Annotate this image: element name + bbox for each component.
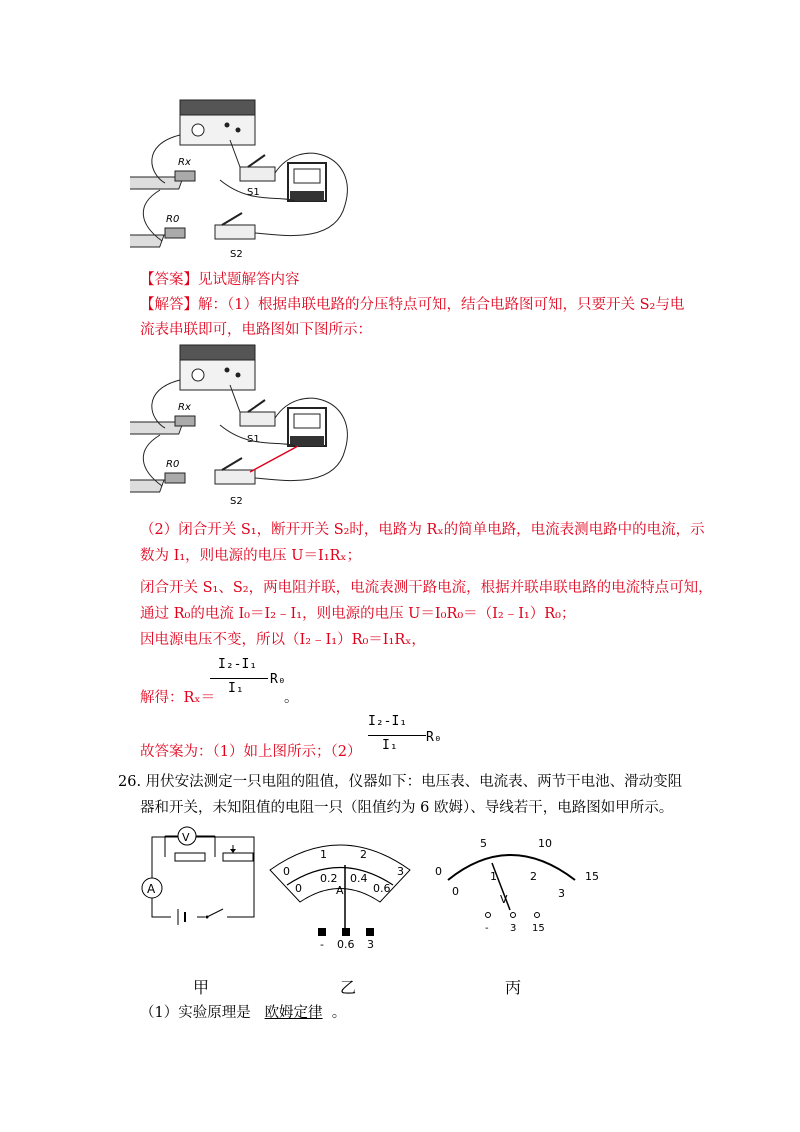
sub1-answer: 欧姆定律	[264, 1005, 323, 1021]
voltmeter-terminal: 3	[510, 923, 517, 934]
voltmeter-symbol: V	[182, 831, 190, 844]
circuit-diagram	[135, 825, 270, 925]
question-line-2: 器和开关，未知阻值的电阻一只（阻值约为 6 欧姆）、导线若干，电路图如甲所示。	[140, 800, 674, 816]
ammeter-lower-tick: 0.6	[373, 882, 391, 895]
answer-tag: 【答案】	[140, 272, 198, 288]
ammeter-terminal: -	[320, 938, 324, 950]
ammeter-lower-tick: 0	[295, 882, 302, 895]
solution-line-2: 流表串联即可，电路图如下图所示：	[140, 322, 372, 338]
ammeter-upper-tick: 1	[320, 848, 327, 861]
answer-summary: 故答案为：（1）如上图所示；（2）	[140, 744, 362, 760]
voltmeter-upper-tick: 5	[480, 837, 487, 850]
fraction-denominator: I₁	[228, 681, 244, 696]
red-wire	[250, 446, 298, 472]
ammeter-upper-tick: 2	[360, 848, 367, 861]
ammeter-lower-tick: 0.4	[350, 872, 368, 885]
svg-text:S1: S1	[247, 434, 260, 445]
voltmeter-upper-tick: 10	[538, 837, 552, 850]
ammeter-lower-tick: 0.2	[320, 872, 338, 885]
caption-jia: 甲	[193, 978, 210, 997]
ammeter-unit: A	[336, 884, 344, 897]
voltmeter-lower-tick: 3	[558, 887, 565, 900]
s1-label: S1	[247, 187, 260, 198]
solve-prefix: 解得：Rₓ＝	[140, 690, 216, 706]
solution-line-1: 【解答】解：（1）根据串联电路的分压特点可知，结合电路图可知，只要开关 S₂与电	[140, 297, 685, 313]
voltmeter-upper-tick: 15	[585, 870, 599, 883]
voltmeter-terminal: -	[485, 923, 489, 934]
question-line-1: 26. 用伏安法测定一只电阻的阻值，仪器如下：电压表、电流表、两节干电池、滑动变阻	[118, 774, 683, 790]
voltmeter-unit: V	[500, 893, 508, 906]
solution-line-6: 通过 R₀的电流 I₀＝I₂﹣I₁，则电源的电压 U＝I₀R₀＝（I₂﹣I₁）R₀；	[140, 606, 576, 622]
s2-label: S2	[230, 249, 243, 260]
ammeter-symbol: A	[147, 882, 156, 896]
voltmeter-lower-tick: 1	[490, 870, 497, 883]
caption-yi: 乙	[340, 978, 357, 997]
voltmeter-terminal: 15	[532, 923, 545, 934]
r0-label: R0	[166, 214, 180, 225]
voltmeter-lower-tick: 2	[530, 870, 537, 883]
answer-text: 见试题解答内容	[198, 272, 300, 288]
solve-period: 。	[284, 690, 299, 706]
answer-line	[140, 270, 300, 290]
svg-text:R0: R0	[166, 459, 180, 470]
ammeter-terminal: 0.6	[337, 938, 355, 950]
voltmeter-upper-tick: 0	[435, 865, 442, 878]
fraction-factor: R₀	[270, 672, 286, 687]
question-number: 26.	[118, 774, 142, 790]
svg-text:S2: S2	[230, 496, 243, 507]
voltmeter-dial	[430, 835, 605, 935]
solution-line-5: 闭合开关 S₁、S₂，两电阻并联，电流表测干路电流，根据并联串联电路的电流特点可知，	[140, 580, 713, 596]
rx-label: Rx	[178, 157, 191, 168]
solution-line-7: 因电源电压不变，所以（I₂﹣I₁）R₀＝I₁Rₓ，	[140, 632, 426, 648]
caption-bing: 丙	[505, 978, 522, 997]
svg-text:Rx: Rx	[178, 402, 191, 413]
solution-line-3: （2）闭合开关 S₁，断开开关 S₂时，电路为 Rₓ的简单电路，电流表测电路中的电流，示	[140, 522, 705, 538]
ammeter-upper-tick: 0	[283, 865, 290, 878]
sub-question-1: （1）实验原理是 欧姆定律 。	[140, 1005, 347, 1021]
fraction-numerator: I₂-I₁	[218, 657, 258, 672]
solution-tag: 【解答】	[140, 297, 198, 313]
ammeter-dial	[265, 830, 415, 950]
apparatus-figure-top	[130, 95, 360, 265]
solution-line-4: 数为 I₁，则电源的电压 U＝I₁Rₓ；	[140, 548, 362, 564]
apparatus-figure-solution	[130, 340, 360, 510]
fraction-answer: I₂-I₁ I₁ R₀	[368, 714, 442, 753]
ammeter-terminal: 3	[367, 938, 374, 950]
voltmeter-lower-tick: 0	[452, 885, 459, 898]
ammeter-upper-tick: 3	[397, 865, 404, 878]
